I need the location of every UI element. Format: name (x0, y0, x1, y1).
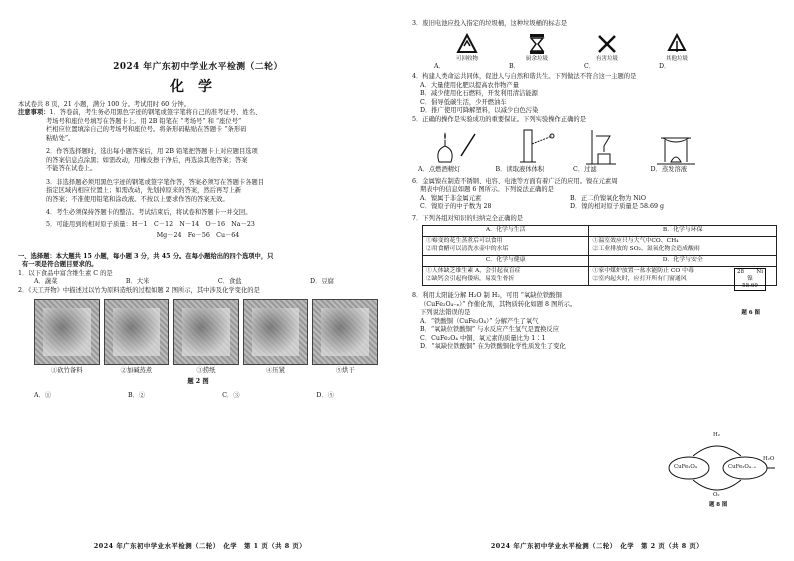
illustration-4 (243, 299, 309, 365)
other-waste-icon (647, 32, 707, 63)
caption: ②加碱蒸煮 (120, 367, 153, 375)
label-right: H₂O (763, 456, 775, 462)
option-a[interactable]: A．点燃酒精灯 (418, 166, 461, 174)
option-d[interactable]: D．镍的相对原子质量是 58.69 g (570, 203, 665, 211)
notice-line: 1．答卷前，考生务必用黑色字迹的钢笔或签字笔将自己的准考证号、姓名、 (49, 109, 262, 117)
option-c[interactable]: C．倡导低碳生活，少开燃油车 (420, 98, 507, 106)
page-footer: 2024 年广东初中学业水平检测（二轮） 化学 第 2 页（共 8 页） (490, 542, 704, 551)
cell-line: ②室内起火时，应打开所有门窗通风 (592, 276, 687, 283)
right-page (400, 0, 794, 561)
cell-line: ①家中煤炉放置一盆水能防止 CO 中毒 (592, 268, 694, 275)
notice-line: 的答案；不准使用铅笔和涂改液。不按以上要求作答的答案无效。 (46, 195, 229, 203)
cell-line: ②用食醋可以清洗水壶中的水垢 (426, 246, 509, 253)
notice-line: 2．作答选择题时，选出每小题答案后，用 2B 铅笔把答题卡上对应题目选项 (46, 148, 258, 156)
cell-line: ①温室效应只与大气中CO、CH₄ (592, 238, 679, 245)
section-title-cont: 有一项是符合题目要求的。 (22, 261, 98, 269)
symbol-label: 可回收物 (455, 55, 478, 62)
label-bottom: O₂ (713, 492, 720, 498)
question-2-options (18, 392, 334, 401)
figure-label: 题 2 图 (187, 377, 209, 385)
symbol-label: 其他垃圾 (665, 55, 688, 62)
question-6-options (412, 195, 720, 212)
notice-line: 栏相应位置填涂自己的考场号和座位号。将条形码粘贴在答题卡 “条形码 (46, 126, 247, 134)
question-6-cont: 期表中的信息如题 6 图所示。下列说法正确的是 (420, 186, 554, 194)
option-c[interactable]: C．③ (222, 392, 240, 400)
notice-line: 4．考生必须保持答题卡的整洁。考试结束后，将试卷和答题卡一并交回。 (46, 209, 252, 217)
option-b[interactable]: B．大米 (125, 278, 150, 286)
option-b[interactable]: B．② (128, 392, 146, 400)
graduated-cylinder-icon (504, 126, 558, 166)
caption: ④压紧 (266, 367, 286, 375)
alcohol-lamp-icon (431, 126, 485, 166)
option-a[interactable]: A． (434, 62, 445, 70)
cell-line: ②缺钙会引起佝偻病，易发生骨折 (426, 276, 515, 283)
question-5-options (412, 166, 728, 175)
notice-line: 的答案信息点涂黑；如需改动，用橡皮擦干净后，再选涂其他答案；答案 (46, 156, 248, 164)
notice-line: 粘贴处”。 (46, 134, 75, 142)
symbol-label: 有害垃圾 (595, 55, 618, 62)
option-b[interactable]: B．读取液体体积 (495, 166, 545, 174)
question-8: 8．利用太阳能分解 H₂O 制 H₂，可用 “氧缺位铁酸铜 (412, 292, 562, 300)
illustration-3 (173, 299, 239, 365)
q2-captions (34, 367, 378, 376)
notice-line: 不能答在试卷上。 (46, 165, 97, 173)
figure-label: 题 6 图 (741, 310, 760, 316)
question-8-cont: 下列说法错误的是 (420, 309, 471, 317)
label-top: H₂ (713, 432, 720, 438)
table-header: D．化学与安全 (589, 256, 777, 267)
exam-title: 2024 年广东初中学业水平检测（二轮） (113, 62, 283, 72)
figure-label: 题 8 图 (709, 502, 728, 508)
option-c[interactable]: C． (584, 62, 596, 70)
illustration-2 (104, 299, 170, 365)
question-4: 4．构建人类命运共同体，促进人与自然和谐共生。下列做法不符合这一主题的是 (412, 73, 637, 81)
option-b[interactable]: B．正二价镍氧化物为 NiO (570, 194, 646, 202)
option-c[interactable]: C．过滤 (573, 166, 597, 174)
question-1: 1．以下食品中富含维生素 C 的是 (18, 269, 113, 277)
evaporation-icon (649, 126, 703, 166)
knowledge-table (422, 225, 777, 286)
element-name: 镍 (747, 276, 753, 283)
atomic-mass: 58.69 (742, 283, 758, 290)
option-d[interactable]: D．“氧缺位铁酸铜” 在为铁酸铜化学性质发生了变化 (420, 343, 566, 351)
table-header: A．化学与生活 (423, 226, 589, 237)
option-b[interactable]: B．“氧缺位铁酸铜” 与水反应产生氢气是置换反应 (420, 326, 560, 334)
option-b[interactable]: B．减少使用化石燃料，开发利用清洁能源 (420, 90, 538, 98)
atomic-number: 28 (737, 269, 744, 275)
option-b[interactable]: B． (509, 62, 520, 70)
notice-block (18, 109, 378, 241)
node-left: CuFe₂O₄ (674, 464, 697, 470)
cell-line: ①霉变的花生蒸煮后可以食用 (426, 238, 503, 245)
question-2: 2．《天工开物》中描述过以竹为原料造纸的过程如题 2 图所示，其中涉及化学变化的是 (18, 286, 260, 294)
option-c[interactable]: C．食盐 (217, 278, 242, 286)
symbol-label: 厨余垃圾 (525, 55, 548, 62)
option-a[interactable]: A．大量使用化肥以提高农作物产量 (420, 81, 520, 89)
caption: ①砍竹备料 (51, 367, 83, 375)
option-c[interactable]: C．CuFe₂O₄ 中铜、氧元素的质量比为 1∶1 (420, 334, 546, 342)
table-cell (423, 267, 589, 286)
q5-apparatus (422, 126, 712, 166)
node-right: CuFe₂O₄₋ₓ (728, 464, 757, 470)
exam-intro: 本试卷共 8 页，21 小题，满分 100 分。考试用时 60 分钟。 (18, 100, 190, 108)
option-d[interactable]: D．豆腐 (310, 278, 334, 286)
option-a[interactable]: A．“铁酸铜（CuFe₂O₄）” 分解产生了氧气 (420, 317, 539, 325)
caption: ③捞纸 (196, 367, 216, 375)
option-a[interactable]: A．镍属于非金属元素 (420, 194, 482, 202)
subject-title: 化学 (170, 78, 226, 95)
table-cell (423, 237, 589, 256)
nickel-element-card (734, 268, 766, 291)
recyclable-icon (437, 32, 497, 63)
hazardous-waste-icon (577, 32, 637, 63)
q3-symbols (432, 32, 712, 63)
option-a[interactable]: A．① (34, 392, 52, 400)
cell-line: ①人体缺乏维生素 A，会引起夜盲症 (426, 268, 521, 275)
option-d[interactable]: D．推广使用可降解塑料，以减少白色污染 (420, 107, 539, 115)
question-8-cont: （CuFe₂O₄₋ₓ）” 作催化剂，其物质转化如题 8 图所示。 (420, 300, 577, 308)
filtration-icon (576, 126, 630, 166)
notice-line: 指定区域内相应位置上；如需改动，先划掉原来的答案，然后再写上新 (46, 187, 242, 195)
cell-line: ②工业排放的 SO₂、氮氧化物会造成酸雨 (592, 246, 700, 253)
table-header: B．化学与环保 (589, 226, 777, 237)
q2-illustrations (34, 299, 378, 365)
illustration-5 (312, 299, 378, 365)
notice-line: Mg－24 Fe－56 Cu－64 (156, 232, 240, 240)
kitchen-waste-icon (507, 32, 567, 63)
question-6: 6．金属镍在制造不锈钢、电容、电池等方面有着广泛的应用。镍在元素周 (412, 177, 618, 185)
section-title: 一、选择题：本大题共 15 小题，每小题 3 分，共 45 分。在每小题给出的四个选项中，只 (18, 252, 274, 260)
notice-line: 考场号和座位号填写在答题卡上。用 2B 铅笔在 “考场号” 和 “座位号” (46, 117, 242, 125)
page-footer: 2024 年广东初中学业水平检测（二轮） 化学 第 1 页（共 8 页） (93, 542, 307, 551)
option-d[interactable]: D．蒸发溶液 (650, 166, 688, 174)
question-3: 3．废旧电池应投入指定的垃圾桶，这种垃圾桶的标志是 (412, 20, 568, 27)
illustration-1 (34, 299, 100, 365)
option-c[interactable]: C．镍原子的中子数为 28 (420, 203, 492, 211)
table-cell (589, 237, 777, 256)
conversion-diagram (665, 430, 780, 510)
caption: ⑤烘干 (335, 367, 355, 375)
table-header: C．化学与健康 (423, 256, 589, 267)
option-d[interactable]: D．⑤ (316, 392, 334, 400)
question-1-options (18, 278, 334, 287)
notice-line: 3．非选择题必须用黑色字迹的钢笔或签字笔作答，答案必须写在答题卡各题目 (46, 178, 265, 186)
option-d[interactable]: D． (659, 62, 671, 70)
question-7: 7．下列各组对知识的归纳完全正确的是 (412, 214, 524, 222)
option-a[interactable]: A．蔬菜 (34, 278, 58, 286)
question-5: 5．正确的操作是实验成功的重要保证。下列实验操作正确的是 (412, 115, 587, 123)
element-symbol: Ni (756, 269, 763, 275)
notice-label: 注意事项： (18, 109, 50, 117)
question-3-options (412, 63, 734, 72)
notice-line: 5．可能用到的相对原子质量：H－1 C－12 N－14 O－16 Na－23 (46, 220, 255, 228)
